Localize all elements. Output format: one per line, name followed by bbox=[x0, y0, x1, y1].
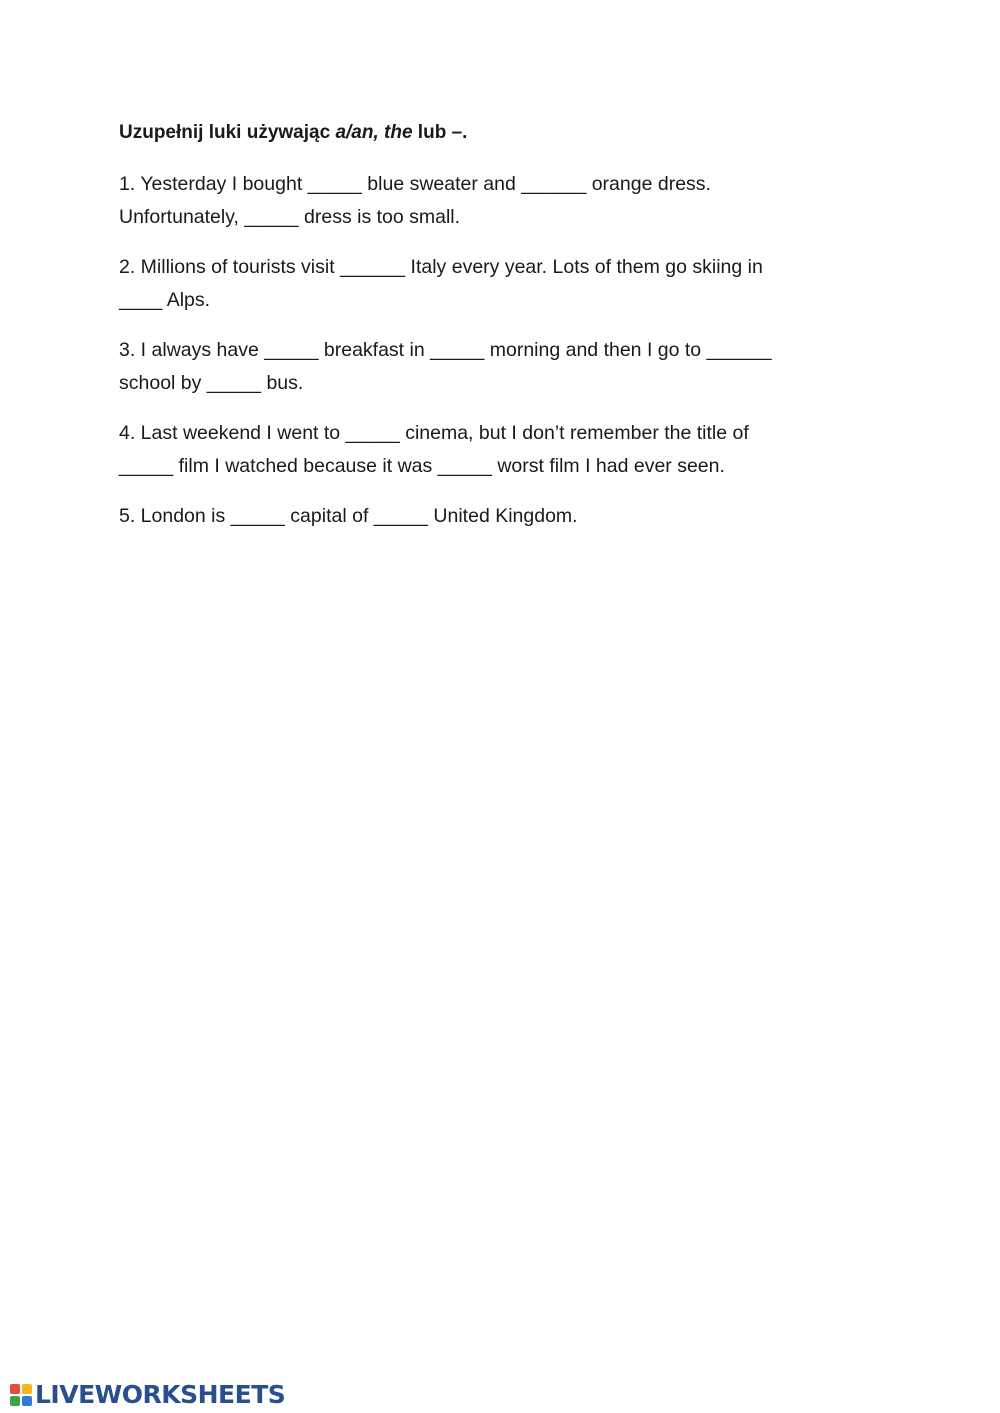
instruction-italic: a/an, the bbox=[335, 122, 413, 143]
exercise-3-line-1: 3. I always have _____ breakfast in _____ morning and then I go to ______ bbox=[119, 339, 772, 361]
exercise-1-line-2: Unfortunately, _____ dress is too small. bbox=[119, 206, 461, 228]
instruction-suffix: lub –. bbox=[412, 122, 468, 143]
exercise-3-line-2: school by _____ bus. bbox=[119, 372, 304, 394]
exercise-2-line-2: ____ Alps. bbox=[119, 289, 211, 311]
exercise-2-line-1: 2. Millions of tourists visit ______ Italy every year. Lots of them go skiing in bbox=[119, 256, 763, 278]
liveworksheets-logo[interactable] bbox=[10, 1380, 285, 1410]
logo-mark-icon bbox=[10, 1384, 32, 1406]
exercise-5 bbox=[119, 500, 849, 533]
exercise-4-line-2: _____ film I watched because it was _____ worst film I had ever seen. bbox=[119, 455, 725, 477]
instruction-heading bbox=[119, 118, 849, 148]
logo-tile-yellow bbox=[22, 1384, 32, 1394]
logo-tile-green bbox=[10, 1396, 20, 1406]
logo-text: LIVEWORKSHEETS bbox=[35, 1380, 286, 1409]
exercise-3 bbox=[119, 334, 849, 400]
logo-tile-red bbox=[10, 1384, 20, 1394]
exercise-1-line-1: 1. Yesterday I bought _____ blue sweater and ______ orange dress. bbox=[119, 173, 711, 195]
exercise-1 bbox=[119, 168, 849, 234]
exercise-2 bbox=[119, 251, 849, 317]
logo-tile-blue bbox=[22, 1396, 32, 1406]
instruction-prefix: Uzupełnij luki używając bbox=[119, 122, 336, 143]
exercise-5-line-1: 5. London is _____ capital of _____ United Kingdom. bbox=[119, 505, 578, 527]
worksheet-content bbox=[119, 118, 849, 550]
exercise-4-line-1: 4. Last weekend I went to _____ cinema, but I don’t remember the title of bbox=[119, 422, 749, 444]
exercise-4 bbox=[119, 417, 849, 483]
